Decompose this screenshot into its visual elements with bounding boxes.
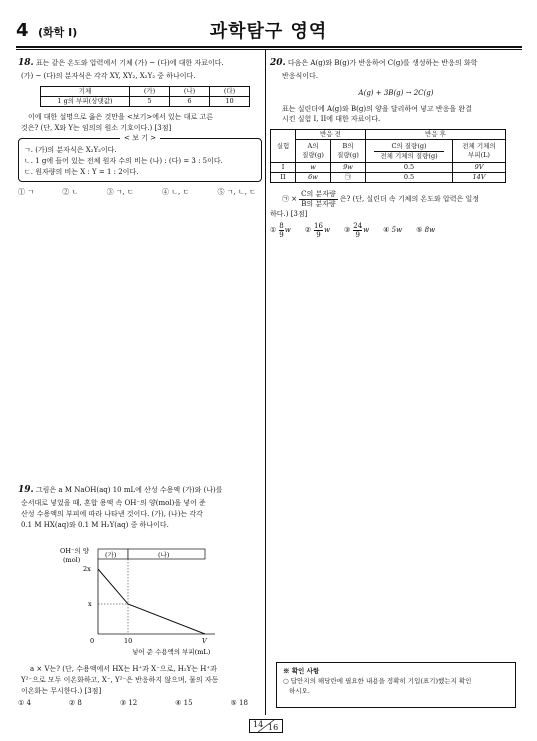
q20-choice-3-den: 9 — [355, 231, 360, 240]
q20-th-after: 반응 후 — [366, 130, 506, 140]
q18-question-line1: 이에 대한 설명으로 옳은 것만을 <보기>에서 있는 대로 고른 — [28, 112, 214, 121]
q20-fraction — [299, 190, 338, 209]
q20-row2-exp: II — [271, 173, 296, 183]
q19-number: 19. — [18, 485, 34, 495]
q19-data-line — [98, 569, 205, 634]
q20-stem-line1: 다음은 A(g)와 B(g)가 반응하여 C(g)를 생성하는 반응의 화학 — [287, 59, 478, 67]
q18-number: 18. — [18, 58, 34, 68]
q20-choice-2-unit: w — [323, 226, 330, 235]
subject-label: (화학 I) — [38, 26, 78, 39]
q18-choices — [18, 187, 256, 198]
q20-choice-2[interactable] — [305, 222, 330, 239]
q20-row2-b: ㉠ — [331, 173, 366, 183]
q20-th-a-1: A의 — [307, 142, 319, 151]
q20-frac-num: C의 분자량 — [301, 190, 336, 199]
column-divider — [265, 50, 266, 715]
q20-question-post: 은? (단, 실린더 속 기체의 온도와 압력은 일정 — [339, 195, 479, 204]
notice-line1: ○ 답안지의 해당란에 필요한 내용을 정확히 기입(표기)했는지 확인 — [283, 677, 472, 685]
q19-region-a: (가) — [105, 551, 117, 559]
q20-stem-line4: 시킨 실험 I, II에 대한 자료이다. — [282, 115, 381, 124]
q19-graph — [50, 544, 262, 662]
q19-choice-4[interactable]: ④ 15 — [175, 698, 193, 707]
q20-row2-c: 0.5 — [366, 173, 453, 183]
q18-row-label: 1 g의 부피(상댓값) — [41, 96, 130, 106]
header-rule-thin — [16, 49, 522, 50]
q19-stem-line7: 이온화는 무시한다.) [3점] — [21, 686, 102, 695]
footer-current-page: 14 — [253, 720, 264, 729]
q19-ylabel-1: OH⁻의 양 — [60, 547, 90, 555]
q20-th-before: 반응 전 — [296, 130, 366, 140]
q20-row1-exp: I — [271, 163, 296, 173]
footer-total-pages: 16 — [268, 723, 279, 732]
q20-choice-4-mark: ④ — [383, 226, 390, 235]
q20-th-b — [331, 140, 366, 163]
q20-row2-v: 14V — [453, 173, 506, 183]
q20-stem-line3: 표는 실린더에 A(g)와 B(g)의 양을 달리하여 넣고 반응을 완결 — [282, 104, 472, 113]
q18-choice-3[interactable]: ③ ㄱ, ㄷ — [106, 188, 134, 196]
q18-choice-5[interactable]: ⑤ ㄱ, ㄴ, ㄷ — [217, 188, 256, 196]
q19-stem-line2: 순서대로 넣었을 때, 혼합 용액 속 OH⁻의 양(mol)을 넣어 준 — [21, 498, 206, 507]
q20-row1-c: 0.5 — [366, 163, 453, 173]
q20-choice-4-text: 5w — [391, 226, 403, 235]
q18-bogi-2: ㄴ. 1 g에 들어 있는 전체 원자 수의 비는 (나) : (다) = 3 : 5이다. — [24, 157, 223, 166]
q18-val-c: 10 — [210, 96, 250, 106]
q19-xlabel: 넣어 준 수용액의 부피(mL) — [132, 648, 211, 656]
q20-th-c — [366, 140, 453, 163]
q20-choice-4[interactable] — [383, 225, 402, 236]
q20-choice-1-mark: ① — [270, 226, 277, 235]
q18-bogi-box — [18, 134, 262, 182]
q20-question-pre: ㉠ × — [282, 195, 298, 204]
q20-choice-5-text: 8w — [424, 226, 436, 235]
q18-th-a: (가) — [130, 86, 170, 96]
q20-th-b-1: B의 — [342, 142, 354, 151]
q20-frac-den: B의 분자량 — [301, 200, 336, 209]
q19-stem-line6: Y²⁻으로 모두 이온화하고, X⁻, Y²⁻은 반응하지 않으며, 물의 자동 — [21, 675, 219, 684]
q18-val-a: 5 — [130, 96, 170, 106]
q19-y-tick-x: x — [88, 600, 92, 608]
q19-y-tick-2x: 2x — [83, 565, 91, 573]
q20-choice-2-den: 9 — [316, 231, 321, 240]
q20-stem-line2: 반응식이다. — [282, 71, 319, 80]
q20-number: 20. — [270, 58, 286, 68]
q18-choice-4[interactable]: ④ ㄴ, ㄷ — [162, 188, 190, 196]
q19-x-tick-v: V — [202, 637, 207, 645]
q19-stem-line1-wrap — [18, 484, 262, 498]
q19-choice-1[interactable]: ① 4 — [18, 698, 31, 707]
q20-choice-5[interactable] — [416, 225, 435, 236]
q19-x-tick-10: 10 — [124, 637, 133, 645]
q18-th-b: (나) — [170, 86, 210, 96]
q19-region-b: (나) — [158, 551, 170, 559]
page-footer — [249, 719, 283, 733]
q19-stem-line1: 그림은 a M NaOH(aq) 10 mL에 산성 수용액 (가)와 (나)를 — [35, 486, 223, 494]
q18-table — [40, 86, 250, 107]
q20-th-c-num: C의 질량(g) — [374, 142, 444, 152]
q20-choice-5-mark: ⑤ — [416, 226, 423, 235]
q20-choice-2-mark: ② — [304, 226, 312, 235]
q19-stem-line5: a × V는? (단, 수용액에서 HX는 H⁺과 X⁻으로, H₂Y는 H⁺과 — [30, 665, 217, 673]
q20-th-b-2: 질량(g) — [337, 151, 359, 160]
q20-th-vol — [453, 140, 506, 163]
header-rule — [16, 46, 522, 48]
q20-row1-b: 9w — [331, 163, 366, 173]
q20-question — [270, 190, 522, 209]
q20-th-a-2: 질량(g) — [302, 151, 324, 160]
q18-stem-line1: 표는 같은 온도와 압력에서 기체 (가) ~ (다)에 대한 자료이다. — [35, 59, 224, 67]
q20-th-c-den: 전체 기체의 질량(g) — [380, 151, 438, 160]
q20-choice-1-num: 8 — [279, 222, 284, 231]
q20-choice-1[interactable] — [270, 222, 291, 239]
q20-choice-3-unit: w — [363, 226, 370, 235]
notice-title: ※ 확인 사항 — [283, 667, 320, 675]
q20-table — [270, 129, 506, 183]
q20-row2-a: 6w — [296, 173, 331, 183]
q19-choice-5[interactable]: ⑤ 18 — [230, 698, 248, 707]
q20-row1-v: 9V — [453, 163, 506, 173]
q18-stem-line2: (가) ~ (다)의 분자식은 각각 XY, XY₂, X₂Y₂ 중 하나이다. — [21, 71, 196, 80]
q20-choice-1-den: 9 — [279, 231, 284, 240]
notice-line2: 하시오. — [289, 687, 310, 695]
question-19 — [18, 484, 262, 530]
q20-choice-2-num: 16 — [314, 222, 323, 231]
q20-choice-1-unit: w — [284, 226, 291, 235]
question-19-tail — [18, 664, 262, 708]
question-18 — [18, 57, 262, 198]
q18-stem — [18, 57, 262, 71]
q18-bogi-title: < 보 기 > — [120, 134, 160, 142]
page-number: 4 — [16, 20, 29, 41]
question-20 — [270, 57, 522, 239]
q19-choice-3[interactable]: ③ 12 — [119, 698, 138, 707]
q18-choice-2[interactable]: ② ㄴ — [62, 188, 79, 196]
q20-stem-line1-wrap — [270, 57, 522, 71]
q20-choice-3[interactable] — [344, 222, 369, 239]
q20-choice-3-num: 24 — [353, 222, 363, 231]
q20-choice-3-mark: ③ — [343, 226, 351, 235]
q19-choice-2[interactable]: ② 8 — [68, 698, 82, 707]
q20-th-a — [296, 140, 331, 163]
q19-ylabel-2: (mol) — [63, 556, 81, 564]
page-title: 과학탐구 영역 — [209, 21, 328, 42]
q20-choices — [270, 222, 522, 239]
q18-th-c: (다) — [210, 86, 250, 96]
q19-stem-line3: 산성 수용액의 부피에 따라 나타낸 것이다. (가), (나)는 각각 — [21, 509, 203, 518]
q18-th-gas: 기체 — [41, 86, 130, 96]
q20-question-line2: 하다.) [3점] — [270, 210, 308, 219]
q18-bogi-3: ㄷ. 원자량의 비는 X : Y = 1 : 2이다. — [24, 168, 139, 177]
q20-th-vol-1: 전체 기체의 — [462, 142, 496, 151]
q18-question-line2: 것은? (단, X와 Y는 임의의 원소 기호이다.) [3점] — [21, 123, 172, 132]
q18-bogi-1: ㄱ. (가)의 분자식은 X₂Y₂이다. — [24, 146, 117, 155]
q20-th-vol-2: 부피(L) — [468, 151, 490, 160]
q19-choices — [18, 698, 248, 709]
q20-equation: A(g) + 3B(g) → 2C(g) — [358, 88, 434, 97]
q18-choice-1[interactable]: ① ㄱ — [18, 188, 34, 196]
q20-th-exp: 실험 — [271, 130, 296, 163]
q19-stem-line4: 0.1 M HX(aq)와 0.1 M H₂Y(aq) 중 하나이다. — [21, 520, 169, 529]
notice-box — [276, 662, 516, 708]
q19-x-origin: 0 — [90, 637, 95, 645]
q18-val-b: 6 — [170, 96, 210, 106]
q20-row1-a: w — [296, 163, 331, 173]
